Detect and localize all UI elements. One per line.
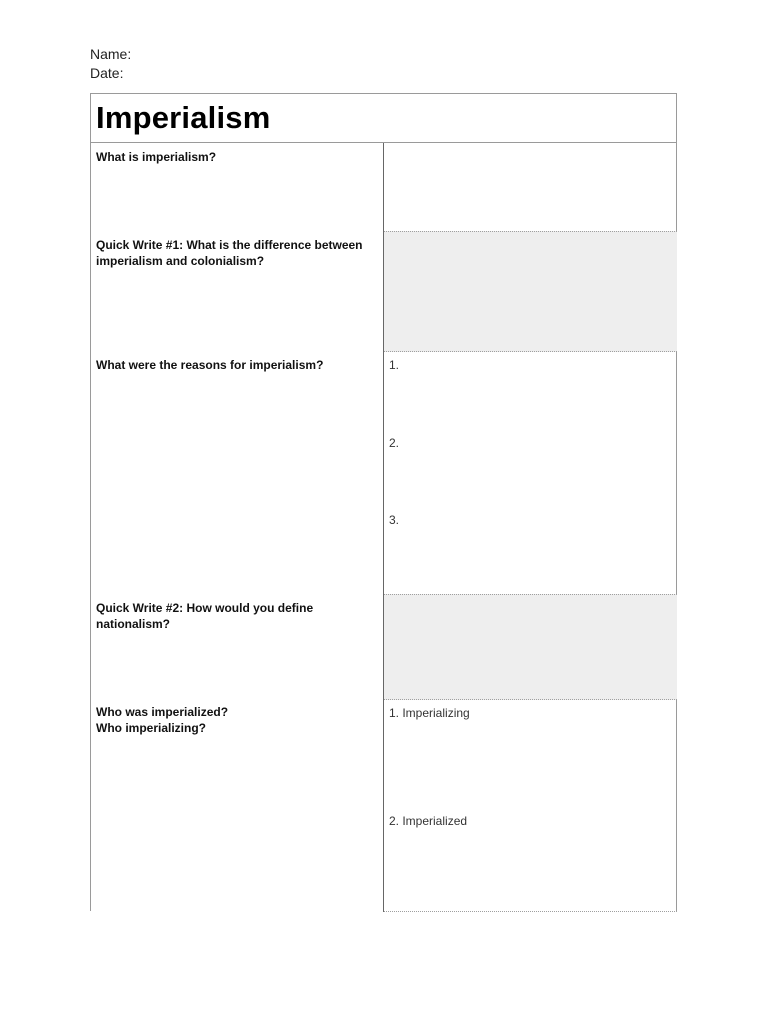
answer-area-reasons[interactable] bbox=[384, 351, 677, 595]
question-what-is-imperialism bbox=[96, 149, 378, 165]
answer-area-quick-write-1[interactable] bbox=[384, 231, 677, 352]
reason-2-label: 2. bbox=[389, 436, 400, 450]
question-line: Who imperializing? bbox=[96, 721, 206, 735]
imperialized-label: 2. Imperialized bbox=[389, 814, 468, 828]
questions-column bbox=[91, 143, 384, 912]
question-line: Quick Write #2: How would you define bbox=[96, 601, 314, 615]
worksheet-table bbox=[90, 93, 677, 911]
answer-area-definition[interactable] bbox=[384, 143, 677, 232]
imperializing-label: 1. Imperializing bbox=[389, 706, 470, 720]
worksheet-title: Imperialism bbox=[96, 100, 271, 135]
question-who-was-imperialized bbox=[96, 704, 378, 736]
reason-1-label: 1. bbox=[389, 358, 400, 372]
question-line: What were the reasons for imperialism? bbox=[96, 358, 324, 372]
question-line: What is imperialism? bbox=[96, 150, 217, 164]
question-line: imperialism and colonialism? bbox=[96, 254, 265, 268]
reason-3-label: 3. bbox=[389, 513, 400, 527]
answer-area-quick-write-2[interactable] bbox=[384, 594, 677, 700]
question-line: Who was imperialized? bbox=[96, 705, 229, 719]
question-reasons-for-imperialism bbox=[96, 357, 378, 373]
student-info-header bbox=[90, 45, 131, 83]
answers-column bbox=[384, 143, 677, 912]
question-quick-write-1 bbox=[96, 237, 378, 269]
answer-area-who[interactable] bbox=[384, 699, 677, 912]
date-label: Date: bbox=[90, 65, 124, 81]
name-label: Name: bbox=[90, 46, 132, 62]
question-quick-write-2 bbox=[96, 600, 378, 632]
question-line: nationalism? bbox=[96, 617, 171, 631]
question-line: Quick Write #1: What is the difference between bbox=[96, 238, 363, 252]
title-row bbox=[91, 94, 676, 143]
